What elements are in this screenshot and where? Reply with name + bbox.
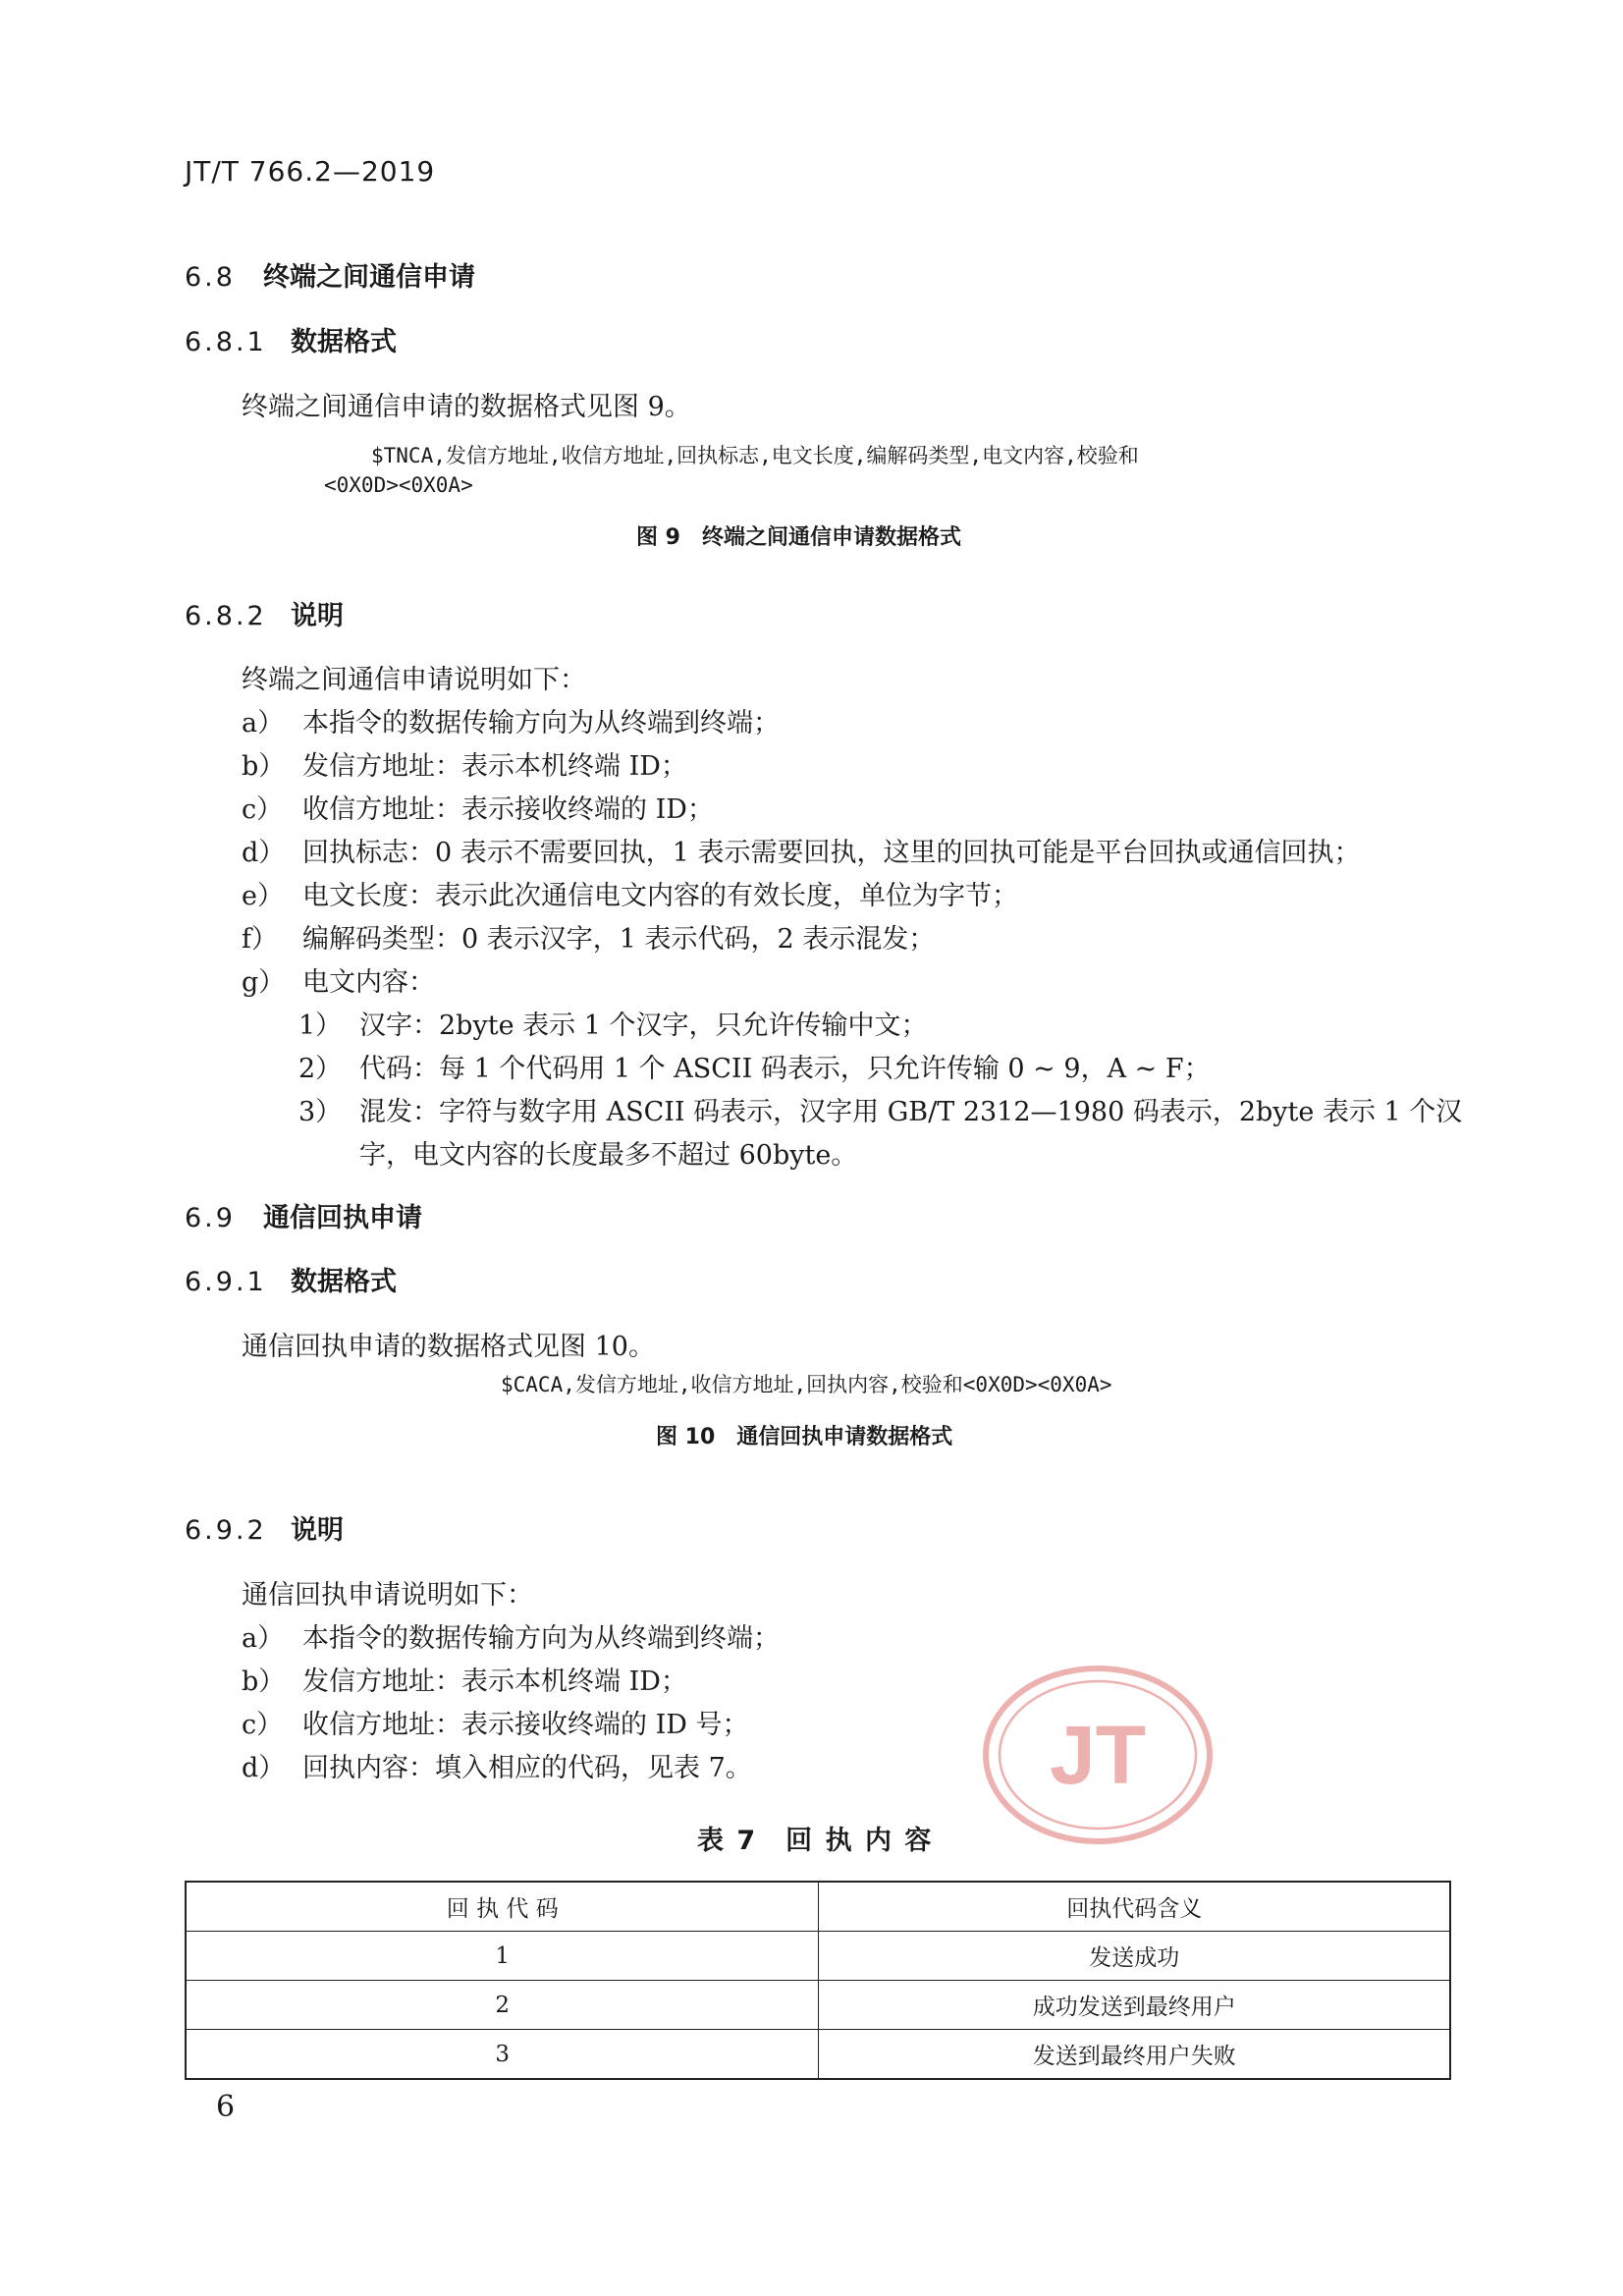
sub-list-item <box>298 1090 1462 1128</box>
table-cell-code: 1 <box>186 1932 819 1981</box>
list-marker: f） <box>242 924 278 955</box>
list-item <box>242 917 935 956</box>
section-number: 6.8 <box>185 262 236 293</box>
list-marker: c） <box>242 794 284 825</box>
paragraph: 通信回执申请说明如下： <box>242 1580 533 1611</box>
list-item <box>242 1746 752 1784</box>
table-cell-code: 3 <box>186 2030 819 2080</box>
list-item <box>242 788 714 826</box>
stamp-text: JT <box>1049 1709 1147 1801</box>
section-title: 通信回执申请 <box>263 1203 422 1233</box>
list-item <box>242 960 435 999</box>
list-text: 混发：字符与数字用 ASCII 码表示，汉字用 GB/T 2312—1980 码表示，2byte 表示 1 个汉 <box>359 1097 1463 1127</box>
list-marker: a） <box>242 708 285 738</box>
section-title: 说明 <box>291 601 344 631</box>
list-marker: 3） <box>298 1097 343 1127</box>
sub-list-item <box>298 1004 927 1042</box>
list-text: 代码：每 1 个代码用 1 个 ASCII 码表示，只允许传输 0 ~ 9，A ~ F； <box>359 1054 1211 1084</box>
format-line: <0X0D><0X0A> <box>324 473 473 497</box>
list-item <box>242 1616 780 1655</box>
list-marker: g） <box>242 967 286 998</box>
list-text: 电文长度：表示此次通信电文内容的有效长度，单位为字节； <box>302 881 1018 911</box>
list-item <box>242 1660 687 1698</box>
list-item <box>242 1703 748 1741</box>
list-text: 收信方地址：表示接收终端的 ID 号； <box>302 1710 749 1740</box>
list-marker: d） <box>242 1753 286 1783</box>
list-marker: 2） <box>298 1054 343 1084</box>
table-cell-meaning: 成功发送到最终用户 <box>819 1981 1450 2030</box>
table-cell-code: 2 <box>186 1981 819 2030</box>
section-6-9-2-heading <box>185 1508 344 1547</box>
list-marker: c） <box>242 1710 284 1740</box>
document-id: JT/T 766.2—2019 <box>185 155 436 188</box>
section-title: 终端之间通信申请 <box>263 262 475 293</box>
table-row <box>186 1981 1450 2030</box>
format-line: $CACA,发信方地址,收信方地址,回执内容,校验和<0X0D><0X0A> <box>501 1373 1112 1396</box>
list-text: 发信方地址：表示本机终端 ID； <box>302 751 687 782</box>
list-item <box>242 874 1018 912</box>
jt-stamp-watermark <box>980 1664 1216 1846</box>
section-number: 6.8.2 <box>185 601 267 631</box>
table-row <box>186 2030 1450 2080</box>
section-number: 6.9 <box>185 1203 236 1233</box>
paragraph: 通信回执申请的数据格式见图 10。 <box>242 1332 655 1362</box>
sub-list-continuation: 字，电文内容的长度最多不超过 60byte。 <box>359 1140 858 1171</box>
figure-10-caption: 图 10 通信回执申请数据格式 <box>656 1425 953 1449</box>
column-header-code: 回 执 代 码 <box>186 1882 819 1932</box>
list-marker: d） <box>242 838 286 868</box>
list-text: 本指令的数据传输方向为从终端到终端； <box>302 708 780 738</box>
section-title: 说明 <box>291 1515 344 1546</box>
section-number: 6.9.1 <box>185 1267 267 1297</box>
list-item <box>242 701 780 739</box>
list-item <box>242 831 1361 869</box>
list-text: 回执标志：0 表示不需要回执，1 表示需要回执，这里的回执可能是平台回执或通信回执； <box>302 838 1361 868</box>
table-row <box>186 1932 1450 1981</box>
list-marker: b） <box>242 1667 286 1697</box>
list-text: 编解码类型：0 表示汉字，1 表示代码，2 表示混发； <box>302 924 936 955</box>
section-6-8-1-heading <box>185 320 397 358</box>
section-title: 数据格式 <box>291 327 397 357</box>
paragraph: 终端之间通信申请说明如下： <box>242 665 586 695</box>
receipt-content-table <box>185 1881 1451 2080</box>
section-title: 数据格式 <box>291 1267 397 1297</box>
list-text: 收信方地址：表示接收终端的 ID； <box>302 794 714 825</box>
sub-list-item <box>298 1047 1211 1085</box>
format-line: $TNCA,发信方地址,收信方地址,回执标志,电文长度,编解码类型,电文内容,校验和 <box>371 444 1139 467</box>
table-header-row <box>186 1882 1450 1932</box>
list-marker: 1） <box>298 1011 343 1041</box>
section-number: 6.9.2 <box>185 1515 267 1546</box>
column-header-meaning: 回执代码含义 <box>819 1882 1450 1932</box>
page-number: 6 <box>216 2090 236 2124</box>
list-text: 发信方地址：表示本机终端 ID； <box>302 1667 687 1697</box>
section-6-8-heading <box>185 255 475 294</box>
section-6-8-2-heading <box>185 594 344 632</box>
table-cell-meaning: 发送成功 <box>819 1932 1450 1981</box>
list-text: 汉字：2byte 表示 1 个汉字，只允许传输中文； <box>359 1011 928 1041</box>
list-marker: a） <box>242 1623 285 1654</box>
section-number: 6.8.1 <box>185 327 267 357</box>
list-text: 电文内容： <box>302 967 435 998</box>
list-marker: b） <box>242 751 286 782</box>
section-6-9-1-heading <box>185 1260 397 1298</box>
table-cell-meaning: 发送到最终用户失败 <box>819 2030 1450 2080</box>
paragraph: 终端之间通信申请的数据格式见图 9。 <box>242 392 691 422</box>
list-text: 本指令的数据传输方向为从终端到终端； <box>302 1623 780 1654</box>
list-text: 回执内容：填入相应的代码，见表 7。 <box>302 1753 752 1783</box>
table-7-caption: 表 7 回 执 内 容 <box>697 1826 934 1856</box>
list-item <box>242 744 687 783</box>
section-6-9-heading <box>185 1196 422 1234</box>
list-marker: e） <box>242 881 284 911</box>
figure-9-caption: 图 9 终端之间通信申请数据格式 <box>636 525 961 550</box>
